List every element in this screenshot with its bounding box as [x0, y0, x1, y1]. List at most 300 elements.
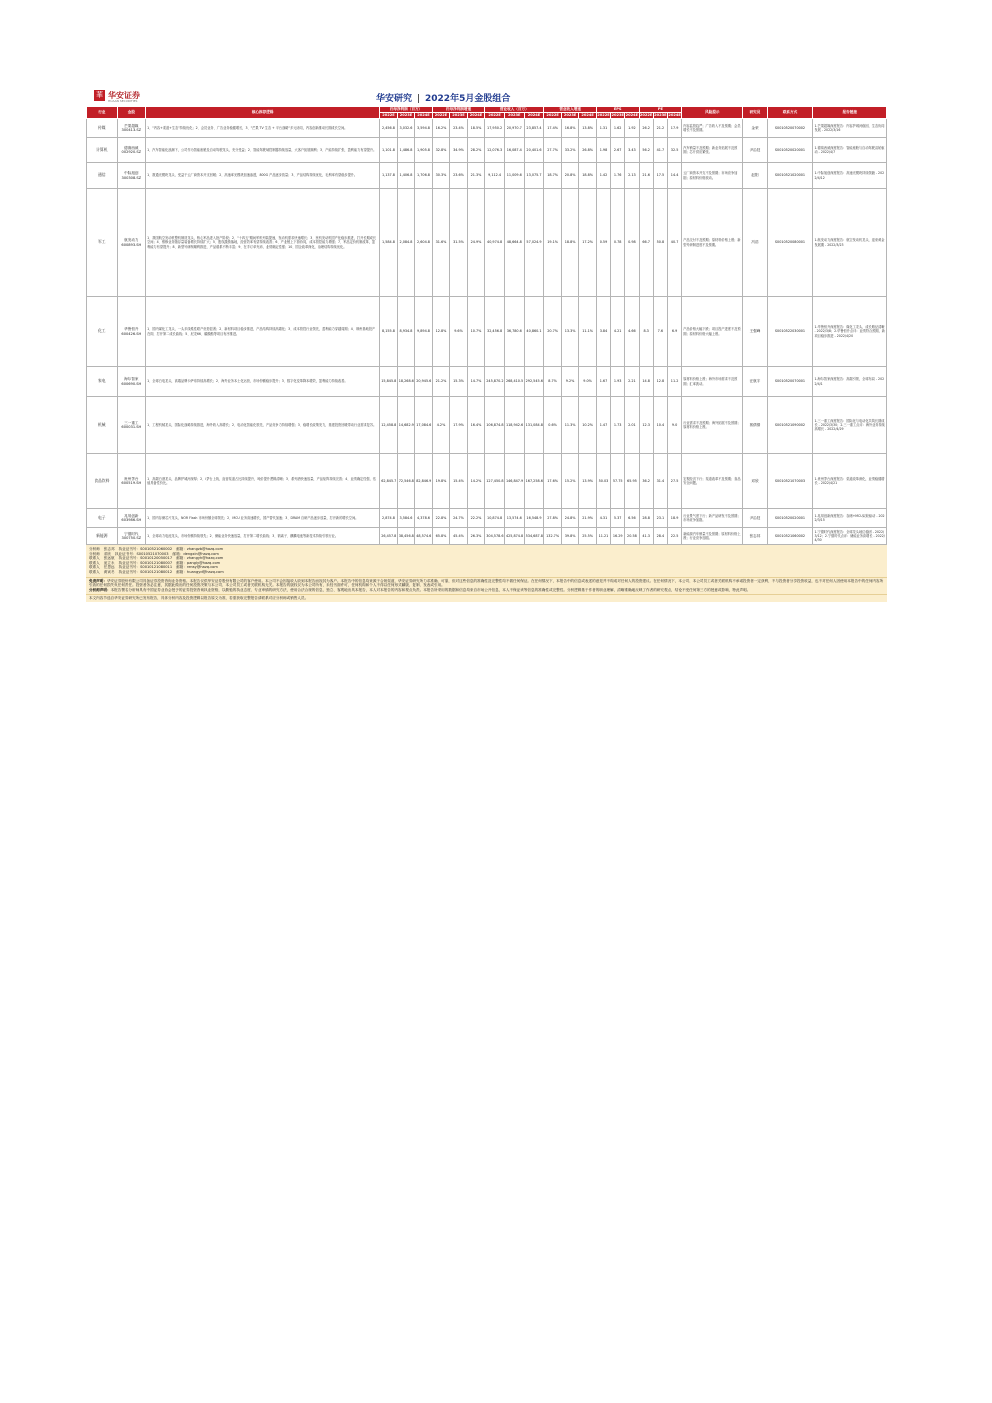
npg-cell: 23.4% [450, 119, 468, 138]
industry-cell: 电子 [87, 509, 118, 528]
table-row [87, 189, 887, 297]
revg-cell: 21.9% [579, 509, 597, 528]
contact-cell: S0010520020001 [767, 509, 813, 528]
npg-cell: 22.8% [432, 509, 450, 528]
rev-cell: 57,024.9 [524, 189, 544, 297]
table-row [87, 163, 887, 189]
header-year: 2022E [380, 113, 398, 119]
pe-cell: 6.9 [667, 297, 681, 367]
revg-cell: 39.8% [561, 528, 579, 545]
rev-cell: 268,410.5 [504, 367, 524, 397]
npg-cell: 45.4% [450, 528, 468, 545]
eps-cell: 1.67 [596, 367, 610, 397]
np-cell: 1,486.8 [397, 138, 415, 163]
risk-cell: 产品交付不及预期；原材料价格上涨；新型号研制进度不及预期。 [682, 189, 743, 297]
risk-cell: 新能源汽车销量不及预期；原材料价格上涨；行业竞争加剧。 [682, 528, 743, 545]
np-cell: 20,945.6 [415, 367, 433, 397]
eps-cell: 20.58 [625, 528, 639, 545]
revg-cell: 13.8% [579, 119, 597, 138]
link-cell: 1.芒果超媒深度报告：内容护城河稳固，生态协同发展 - 2022/3/16 [813, 119, 887, 138]
npg-cell: 17.9% [450, 397, 468, 454]
rev-cell: 292,545.6 [524, 367, 544, 397]
npg-cell: 26.3% [467, 528, 485, 545]
report-header [86, 88, 887, 106]
pe-cell: 12.3 [639, 397, 653, 454]
pe-cell: 41.3 [639, 528, 653, 545]
rev-cell: 118,942.6 [504, 397, 524, 454]
rev-cell: 32,456.8 [485, 297, 505, 367]
npg-cell: 32.8% [432, 138, 450, 163]
header-pe: PE [639, 107, 682, 113]
table-body [87, 119, 887, 545]
header-industry: 行业 [87, 107, 118, 119]
eps-cell: 0.78 [611, 189, 625, 297]
analyst-cert: 执业证书号：S0010121080011 [118, 565, 173, 570]
contact-cell: S0010520020001 [767, 138, 813, 163]
table-row [87, 509, 887, 528]
npg-cell: 65.8% [432, 528, 450, 545]
header-risk: 风险提示 [682, 107, 743, 119]
analyst-role: 联系人 [89, 556, 100, 561]
npg-cell: 12.8% [432, 297, 450, 367]
pe-cell: 23.1 [653, 509, 667, 528]
revg-cell: 13.9% [579, 454, 597, 509]
stock-code: 600893.SH [121, 242, 142, 247]
eps-cell: 1.76 [611, 163, 625, 189]
stock-code: 002920.SZ [121, 150, 142, 154]
rev-cell: 20,401.6 [524, 138, 544, 163]
link-cell: 1.三一重工深度报告：国际化与电动化共筑长期成长 - 2022/3/30；2.三一重工点评：海外业务持续高增长 - 2022/4/29 [813, 397, 887, 454]
revg-cell: 15.2% [561, 454, 579, 509]
revg-cell: 24.8% [561, 509, 579, 528]
stock-code: 600690.SH [121, 381, 142, 386]
pe-cell: 28.4 [653, 528, 667, 545]
pe-cell: 10.4 [653, 397, 667, 454]
logic-cell: 1、国内存储芯片龙头，NOR Flash 市场份额全球领先；2、MCU 业务高速增长，国产替代加速；3、DRAM 自研产品逐步放量，打开新的增长空间。 [146, 509, 380, 528]
risk-cell: 产品价格大幅下跌；项目投产进度不及预期；原材料价格大幅上涨。 [682, 297, 743, 367]
analyst-role: 联系人 [89, 560, 100, 565]
stock-name: 贵州茅台 [124, 476, 139, 481]
pe-cell: 9.0 [667, 397, 681, 454]
header-year: 2022E [544, 113, 562, 119]
contact-cell: S0010521020001 [767, 163, 813, 189]
header-year: 2022E [597, 113, 610, 117]
np-cell: 1,905.8 [415, 138, 433, 163]
np-cell: 1,101.8 [380, 138, 398, 163]
analyst-cell: 尹沿技 [743, 509, 767, 528]
np-cell: 72,546.8 [397, 454, 415, 509]
rev-cell: 13,075.7 [524, 163, 544, 189]
header-year: 2023E [504, 113, 524, 119]
header-net-profit: 归母净利润（百万） [380, 107, 433, 113]
revg-cell: 17.2% [579, 189, 597, 297]
analyst-email[interactable]: 邮箱：zhangyh@hazq.com [176, 556, 224, 561]
analyst-cert: 执业证书号：S0010521060002 [118, 547, 173, 551]
eps-cell: 2.01 [625, 397, 639, 454]
stock-name: 中际旭创 [124, 171, 139, 176]
pe-cell: 14.8 [639, 367, 653, 397]
np-cell: 14,682.9 [397, 397, 415, 454]
revg-cell: 11.3% [561, 397, 579, 454]
stock-cell [117, 138, 145, 163]
rev-cell: 10,874.8 [485, 509, 505, 528]
revg-cell: 9.2% [561, 367, 579, 397]
eps-cell: 2.21 [625, 367, 639, 397]
industry-cell: 传媒 [87, 119, 118, 138]
eps-cell: 4.21 [611, 297, 625, 367]
analyst-cell: 尹沿技 [743, 138, 767, 163]
header-year: 2024E [579, 113, 597, 119]
eps-cell: 1.73 [611, 397, 625, 454]
npg-cell: 14.7% [467, 367, 485, 397]
pe-cell: 66.7 [639, 189, 653, 297]
analyst-email[interactable]: 邮箱：pangly@hazq.com [176, 560, 221, 565]
eps-cell: 3.84 [596, 297, 610, 367]
revg-cell: 26.8% [579, 138, 597, 163]
header-analyst: 研究员 [743, 107, 767, 119]
title-right: 2022年5月金股组合 [425, 94, 511, 104]
pe-cell: 50.8 [653, 189, 667, 297]
analyst-cert: 执业证书号：S0010120050017 [118, 556, 173, 561]
header-logic: 核心推荐逻辑 [146, 107, 380, 119]
link-cell: 1.兆易创新深度报告：存储+MCU双轮驱动 - 2022/3/15 [813, 509, 887, 528]
np-cell: 48,574.6 [415, 528, 433, 545]
rev-cell: 36,780.6 [504, 297, 524, 367]
npg-cell: 19.8% [432, 454, 450, 509]
link-cell: 1.贵州茅台深度报告：渠道改革深化，业绩稳健增长 - 2022/4/21 [813, 454, 887, 509]
disclaimer-text: 华安证券股份有限公司具备证券投资咨询业务资格。本报告仅供华安证券股份有限公司的客户使用。本公司不会因接收人收到本报告而视其为客户。本报告中的信息均来源于合规渠道，华安证券研究所力求准确、可靠，但对这些信息的准确性及完整性均不做任何保证。在任何情况下，本报告中的信息或表述的意见并不构成对任何人的投资建议。在任何情况下，本公司、本公司员工或者关联机构不承诺投资者一定获利，不与投资者分享投资收益，也不对任何人因使用本报告中的任何内容所引致的任何损失负任何责任。投资者务必注意，其据此做出的任何投资决策与本公司、本公司员工或者关联机构无关。本报告的版权仅为本公司所有，未经书面许可，任何机构和个人不得以任何形式翻版、复制、发表或引用。 [89, 578, 884, 588]
logic-cell: 1、全球动力电池龙头，市场份额持续领先；2、储能业务快速放量，打开第二增长曲线；3、钠离子、麒麟电池等新技术持续引领行业。 [146, 528, 380, 545]
revg-cell: 18.8% [579, 163, 597, 189]
link-cell: 1.航发动力深度报告：航空发动机龙头，迎来黄金发展期 - 2022/3/23 [813, 189, 887, 297]
stock-cell [117, 163, 145, 189]
npg-cell: 10.7% [467, 297, 485, 367]
rev-cell: 11,009.6 [504, 163, 524, 189]
analyst-email[interactable]: 邮箱：rensy@hazq.com [176, 565, 218, 570]
stock-cell [117, 119, 145, 138]
link-cell: 1.德赛西威深度报告：智能座舱与自动驾驶双轮驱动 - 2022/4/7 [813, 138, 887, 163]
analyst-email[interactable]: 邮箱：huangyd@hazq.com [176, 569, 224, 574]
rev-cell: 167,258.6 [524, 454, 544, 509]
industry-cell: 化工 [87, 297, 118, 367]
analyst-name: 任思远 [103, 565, 115, 570]
revg-cell: 13.3% [561, 297, 579, 367]
revg-cell: 8.7% [544, 367, 562, 397]
pe-cell: 32.5 [667, 138, 681, 163]
eps-cell: 50.03 [596, 454, 610, 509]
title-divider [418, 94, 419, 103]
header-stock: 金股 [117, 107, 145, 119]
pe-cell: 18.9 [667, 509, 681, 528]
risk-cell: 宏观经济下行；渠道改革不及预期；食品安全问题。 [682, 454, 743, 509]
eps-cell: 16.29 [611, 528, 625, 545]
header-year: 2022E [432, 113, 450, 119]
stock-cell [117, 297, 145, 367]
pe-cell: 17.9 [667, 119, 681, 138]
np-cell: 15,845.8 [380, 367, 398, 397]
stock-cell [117, 189, 145, 297]
np-cell: 3,032.6 [397, 119, 415, 138]
np-cell: 1,706.8 [415, 163, 433, 189]
header-year: 2024E [668, 113, 681, 117]
logic-cell: 1、数通光模块龙头，受益于云厂商资本开支回暖；2、高速率光模块加速渗透，800G 产品逐步放量；3、产品结构持续优化，毛利率有望稳步提升。 [146, 163, 380, 189]
npg-cell: 24.9% [467, 189, 485, 297]
eps-cell: 5.37 [611, 509, 625, 528]
analyst-cell: 冯浩 [743, 189, 767, 297]
pe-cell: 7.6 [653, 297, 667, 367]
header-year: 2023E [561, 113, 579, 119]
npg-cell: 31.5% [450, 189, 468, 297]
pe-cell: 36.2 [639, 454, 653, 509]
pe-cell: 8.3 [639, 297, 653, 367]
analyst-cert: 执业证书号：S0010521070003 [114, 551, 169, 556]
pe-cell: 17.5 [653, 163, 667, 189]
link-cell: 1.宁德时代深度报告：全球龙头地位稳固 - 2022/3/12；2.宁德时代点评：储能业务高增长 - 2022/4/30 [813, 528, 887, 545]
industry-cell: 通信 [87, 163, 118, 189]
header-year: 2023E [654, 113, 667, 117]
npg-cell: 9.6% [450, 297, 468, 367]
np-cell: 4,378.6 [415, 509, 433, 528]
rev-cell: 16,087.4 [504, 138, 524, 163]
analyst-email[interactable]: 邮箱：zhangzb@hazq.com [176, 547, 224, 551]
npg-cell: 4.2% [432, 397, 450, 454]
eps-cell: 1.42 [596, 163, 610, 189]
revg-cell: 9.0% [579, 367, 597, 397]
revg-cell: 25.5% [579, 528, 597, 545]
stock-cell [117, 528, 145, 545]
eps-cell: 2.67 [611, 138, 625, 163]
stock-name: 海尔智家 [124, 377, 139, 382]
source-note [86, 594, 887, 602]
np-cell: 2,084.8 [397, 189, 415, 297]
rev-cell: 534,687.8 [524, 528, 544, 545]
np-cell: 3,584.6 [397, 509, 415, 528]
np-cell: 18,268.6 [397, 367, 415, 397]
rev-cell: 20,970.7 [504, 119, 524, 138]
rev-cell: 9,112.4 [485, 163, 505, 189]
header-year: 2022E [639, 113, 653, 117]
stock-cell [117, 397, 145, 454]
link-cell: 1.华鲁恒升深度报告：煤化工龙头，成长路径清晰 - 2022/3/8；2.华鲁恒升点评：业绩符合预期，新项目稳步推进 - 2022/4/20 [813, 297, 887, 367]
stock-cell [117, 509, 145, 528]
pe-cell: 26.2 [639, 119, 653, 138]
revg-cell: 20.7% [544, 297, 562, 367]
npg-cell: 31.6% [432, 189, 450, 297]
analyst-role: 联系人 [89, 569, 100, 574]
logic-cell: 1、国内煤化工龙头，一头多线柔性联产优势显著；2、新材料项目稳步推进，产品结构持续高端化；3、成本管控行业领先，盈利能力穿越周期；4、荆州基地投产在即，打开第二成长曲线；5、尼龙66、碳酸酯等项目有序推进。 [146, 297, 380, 367]
analyst-role: 分析师 [89, 551, 100, 556]
revg-cell: 18.8% [561, 189, 579, 297]
rev-cell: 17,950.2 [485, 119, 505, 138]
revg-cell: 17.6% [544, 454, 562, 509]
pe-cell: 41.7 [653, 138, 667, 163]
stock-code: 600426.SH [121, 331, 142, 336]
eps-cell: 0.59 [596, 189, 610, 297]
disclaimer-block [86, 577, 887, 595]
analyst-cell: 郭倩倩 [743, 397, 767, 454]
np-cell: 12,458.8 [380, 397, 398, 454]
revg-cell: 27.7% [544, 138, 562, 163]
analyst-cert: 执业证书号：S0010121080007 [118, 560, 173, 565]
rev-cell: 48,664.8 [504, 189, 524, 297]
logo-text: 华安证券 [108, 91, 140, 100]
np-cell: 2,874.8 [380, 509, 398, 528]
analyst-cell: 张志邦 [743, 528, 767, 545]
npg-cell: 21.3% [467, 163, 485, 189]
logic-cell: 1、高端白酒龙头，品牌护城河深厚；2、i茅台上线，直营渠道占比持续提升，吨价提升逻辑清晰；3、系列酒快速放量，产品矩阵持续完善；4、业绩确定性强，估值具备性价比。 [146, 454, 380, 509]
logic-cell: 1、汽车智能化浪潮下，公司作为智能座舱及自动驾驶龙头，充分受益；2、智能驾驶域控制器持续放量，大客户拓展顺利；3、产能持续扩张，盈利能力有望提升。 [146, 138, 380, 163]
analyst-email[interactable]: 邮箱：dengxin@hazq.com [172, 551, 219, 556]
eps-cell: 1.47 [596, 397, 610, 454]
logic-cell: 1、工程机械龙头，国际化战略持续推进，海外收入高增长；2、电动化智能化领先，产品竞争力持续增强；3、稳增长政策发力，基建投资回暖带动行业需求复苏。 [146, 397, 380, 454]
revg-cell: 17.4% [544, 119, 562, 138]
stock-name: 航发动力 [124, 238, 139, 243]
np-cell: 1,584.8 [380, 189, 398, 297]
contact-cell: S0010520070001 [767, 367, 813, 397]
npg-cell: 28.2% [467, 138, 485, 163]
np-cell: 2,604.8 [415, 189, 433, 297]
analyst-role: 分析师 [89, 547, 100, 551]
np-cell: 2,456.8 [380, 119, 398, 138]
np-cell: 8,934.8 [397, 297, 415, 367]
pe-cell: 22.5 [667, 528, 681, 545]
npg-cell: 21.2% [432, 367, 450, 397]
logo-subtitle: HUAAN SECURITIES [108, 99, 138, 103]
pe-cell: 12.8 [653, 367, 667, 397]
np-cell: 82,846.9 [415, 454, 433, 509]
stock-cell [117, 367, 145, 397]
header-net-profit-growth: 归母净利润增速 [432, 107, 485, 113]
rev-cell: 13,574.6 [504, 509, 524, 528]
risk-cell: 行业需求不及预期；海外拓展不及预期；原材料价格上涨。 [682, 397, 743, 454]
eps-cell: 57.75 [611, 454, 625, 509]
stock-code: 600031.SH [121, 425, 142, 429]
analyst-cell: 汪航宇 [743, 367, 767, 397]
stock-code: 300750.SZ [121, 536, 142, 540]
stock-name: 兆易创新 [124, 513, 139, 518]
header-year: 2024E [524, 113, 544, 119]
np-cell: 8,155.8 [380, 297, 398, 367]
stock-cell [117, 454, 145, 509]
analyst-cell: 赵阳 [743, 163, 767, 189]
eps-cell: 1.98 [596, 138, 610, 163]
np-cell: 1,137.8 [380, 163, 398, 189]
contact-cell: S0010522030001 [767, 297, 813, 367]
pe-cell: 40.7 [667, 189, 681, 297]
analyst-name: 黄寅冬 [103, 569, 115, 574]
eps-cell: 65.95 [625, 454, 639, 509]
stock-code: 300413.SZ [121, 128, 142, 132]
industry-cell: 家电 [87, 367, 118, 397]
pe-cell: 56.2 [639, 138, 653, 163]
link-cell: 1.中际旭创深度报告：高速光模块持续领跑 - 2022/4/12 [813, 163, 887, 189]
revg-cell: 11.1% [579, 297, 597, 367]
analyst-statement-text: 本报告署名分析师具有中国证券业协会授予的证券投资咨询执业资格，以勤勉的执业态度、专业审慎的研究方法，使用合法合规的信息，独立、客观地出具本报告，本人对本报告的内容和观点负责。本报告所采用的数据和信息均来自市场公开信息，本人不保证该等信息的准确性或完整性。分析逻辑基于作者的职业理解，清晰准确地反映了作者的研究观点，结论不受任何第三方的授意或影响，特此声明。 [110, 587, 751, 592]
rev-cell: 106,874.8 [485, 397, 505, 454]
analyst-line [89, 570, 884, 575]
revg-cell: 16.8% [561, 119, 579, 138]
np-cell: 62,845.7 [380, 454, 398, 509]
npg-cell: 23.6% [450, 163, 468, 189]
industry-cell: 新能源 [87, 528, 118, 545]
table-row [87, 119, 887, 138]
header-contact: 联系方式 [767, 107, 813, 119]
contact-cell: S0010521060002 [767, 528, 813, 545]
contact-cell: S0010521070003 [767, 454, 813, 509]
analyst-name: 张志邦 [103, 547, 115, 551]
eps-cell: 1.92 [625, 119, 639, 138]
disclaimer-label: 免责声明： [89, 578, 107, 583]
npg-cell: 16.2% [432, 119, 450, 138]
revg-cell: 10.2% [579, 397, 597, 454]
header-year: 2023E [450, 113, 468, 119]
npg-cell: 24.7% [450, 509, 468, 528]
rev-cell: 425,874.8 [504, 528, 524, 545]
logic-cell: 1、"内容+渠道+生态"持续优化；2、会员业务、广告业务稳健增长，3、"芒果 TV 生态 + 平台战略"多元协同，内容创新推动长期成长空间。 [146, 119, 380, 138]
revg-cell: 20.8% [561, 163, 579, 189]
np-cell: 3,594.8 [415, 119, 433, 138]
risk-cell: 内容监管趋严；广告收入不及预期；会员增长不及预期。 [682, 119, 743, 138]
npg-cell: 15.3% [450, 367, 468, 397]
rev-cell: 146,847.9 [504, 454, 524, 509]
header-year: 2023E [611, 113, 624, 117]
table-row [87, 528, 887, 545]
revg-cell: 18.7% [544, 163, 562, 189]
logo-mark-icon: 華 [96, 91, 103, 99]
pe-cell: 11.2 [667, 367, 681, 397]
npg-cell: 22.2% [467, 509, 485, 528]
header-eps: EPS [596, 107, 639, 113]
header-year: 2024E [625, 113, 639, 117]
table-row [87, 138, 887, 163]
eps-cell: 4.31 [596, 509, 610, 528]
stock-code: 300308.SZ [121, 175, 142, 180]
analyst-role: 联系人 [89, 565, 100, 570]
eps-cell: 4.66 [625, 297, 639, 367]
eps-cell: 6.56 [625, 509, 639, 528]
npg-cell: 30.3% [432, 163, 450, 189]
contact-cell: S0010520080001 [767, 189, 813, 297]
analyst-name: 邓欣 [103, 551, 111, 556]
rev-cell: 40,860.1 [524, 297, 544, 367]
analyst-contact-block [86, 545, 887, 577]
header-year: 2023E [397, 113, 415, 119]
header-link: 报告链接 [813, 107, 887, 119]
stock-portfolio-table [86, 106, 887, 545]
risk-cell: 汽车销量不及预期；新业务拓展不及预期；芯片供应紧张。 [682, 138, 743, 163]
np-cell: 17,084.6 [415, 397, 433, 454]
revg-cell: 132.7% [544, 528, 562, 545]
rev-cell: 12,076.3 [485, 138, 505, 163]
analyst-cert: 执业证书号：S0010121080012 [118, 569, 173, 574]
rev-cell: 127,450.8 [485, 454, 505, 509]
eps-cell: 1.62 [611, 119, 625, 138]
report-sheet [86, 88, 887, 602]
table-row [87, 454, 887, 509]
rev-cell: 304,578.6 [485, 528, 505, 545]
analyst-cell: 金荣 [743, 119, 767, 138]
contact-cell: S0010521090002 [767, 397, 813, 454]
industry-cell: 机械 [87, 397, 118, 454]
analyst-cell: 王强峰 [743, 297, 767, 367]
source-note-text: 本文内容节选自华安证券研究所已发布报告，具体分析内容及投资逻辑以报告原文为准，若需获取完整报告请联系对应分析师或销售人员。 [89, 596, 309, 601]
risk-cell: 行业景气度下行；新产品研发不及预期；市场竞争加剧。 [682, 509, 743, 528]
pe-cell: 14.4 [667, 163, 681, 189]
rev-cell: 23,857.4 [524, 119, 544, 138]
header-year: 2024E [467, 113, 485, 119]
revg-cell: 19.1% [544, 189, 562, 297]
eps-cell: 3.43 [625, 138, 639, 163]
